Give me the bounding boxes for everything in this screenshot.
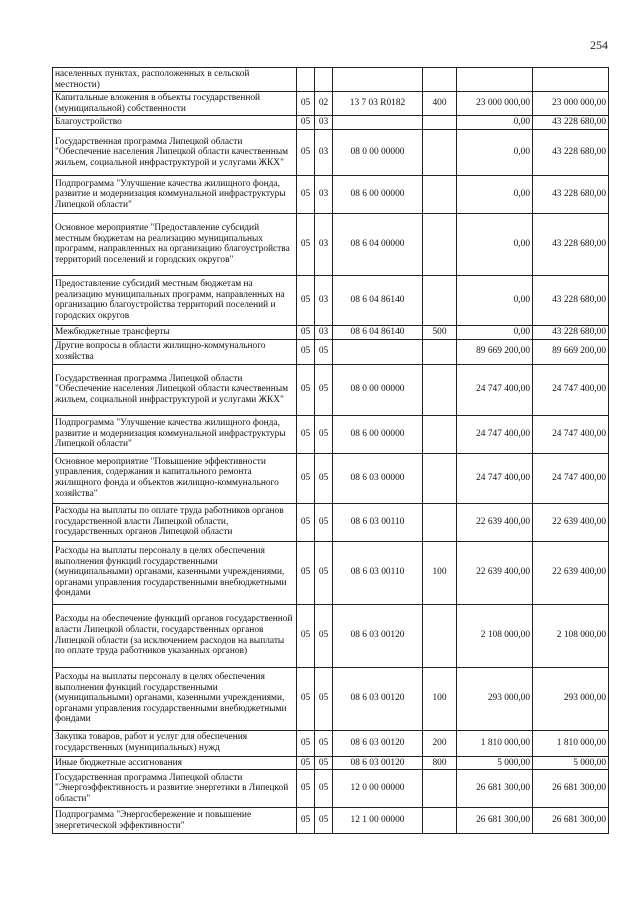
row-expense-type: 200 [423,730,457,756]
row-amount-2: 43 228 680,00 [533,129,609,175]
row-name: Межбюджетные трансферты [53,325,297,339]
row-subsection-code: 05 [315,770,333,808]
row-subsection-code: 03 [315,175,333,213]
row-section-code: 05 [297,325,315,339]
row-amount-1: 1 810 000,00 [457,730,533,756]
row-amount-1: 0,00 [457,116,533,130]
row-amount-1: 0,00 [457,275,533,325]
row-expense-type [423,339,457,364]
row-amount-1: 22 639 400,00 [457,541,533,604]
row-expense-type [423,275,457,325]
row-name: Закупка товаров, работ и услуг для обеспечения государственных (муниципальных) нужд [53,730,297,756]
row-expense-type [423,364,457,415]
page-number: 254 [590,38,608,52]
row-subsection-code: 05 [315,415,333,453]
row-subsection-code: 05 [315,339,333,364]
row-expense-type: 100 [423,667,457,730]
row-subsection-code: 05 [315,541,333,604]
row-name: Основное мероприятие "Повышение эффективности управления, содержания и капитального ремонта жилищного фонда и объектов жилищно-коммунального хозяйства" [53,453,297,503]
row-amount-2 [533,68,609,92]
row-expense-type [423,503,457,541]
row-amount-2: 24 747 400,00 [533,453,609,503]
row-name: Основное мероприятие "Предоставление субсидий местным бюджетам на реализацию муниципальных программ, направленных на организацию благоустройства территорий поселений и городских округов" [53,213,297,275]
row-amount-2: 43 228 680,00 [533,116,609,130]
row-section-code [297,68,315,92]
table-row [53,541,609,604]
row-amount-1: 24 747 400,00 [457,453,533,503]
row-subsection-code [315,68,333,92]
row-amount-2: 22 639 400,00 [533,541,609,604]
row-amount-1: 5 000,00 [457,756,533,770]
table-row [53,325,609,339]
row-name: Капитальные вложения в объекты государственной (муниципальной) собственности [53,92,297,116]
row-amount-2: 1 810 000,00 [533,730,609,756]
row-subsection-code: 03 [315,213,333,275]
row-amount-2: 43 228 680,00 [533,325,609,339]
row-section-code: 05 [297,604,315,667]
row-amount-2: 43 228 680,00 [533,275,609,325]
row-amount-2: 22 639 400,00 [533,503,609,541]
row-amount-1: 0,00 [457,129,533,175]
row-expense-type [423,808,457,834]
budget-table [52,67,609,834]
row-section-code: 05 [297,503,315,541]
row-target-article: 08 0 00 00000 [333,364,423,415]
row-section-code: 05 [297,92,315,116]
table-row [53,129,609,175]
row-target-article: 08 6 04 00000 [333,213,423,275]
row-expense-type [423,68,457,92]
table-row [53,503,609,541]
row-subsection-code: 03 [315,116,333,130]
row-amount-2: 43 228 680,00 [533,175,609,213]
row-amount-1: 0,00 [457,325,533,339]
row-section-code: 05 [297,213,315,275]
row-section-code: 05 [297,756,315,770]
table-row [53,415,609,453]
row-expense-type: 400 [423,92,457,116]
row-name: Расходы на выплаты персоналу в целях обеспечения выполнения функций государственными (муниципальными) органами, казенными учреждениями, органами управления государственными внебюджетными фондами [53,667,297,730]
row-name: Государственная программа Липецкой области "Обеспечение населения Липецкой области качественным жильем, социальной инфраструктурой и услугами ЖКХ" [53,364,297,415]
row-amount-1: 0,00 [457,175,533,213]
table-row [53,339,609,364]
row-subsection-code: 05 [315,808,333,834]
row-expense-type [423,770,457,808]
row-name: Иные бюджетные ассигнования [53,756,297,770]
row-expense-type: 100 [423,541,457,604]
row-subsection-code: 03 [315,275,333,325]
row-target-article: 08 6 03 00120 [333,756,423,770]
row-expense-type [423,213,457,275]
row-amount-1: 293 000,00 [457,667,533,730]
row-target-article [333,339,423,364]
row-name: Расходы на выплаты по оплате труда работников органов государственной власти Липецкой области, государственных органов Липецкой области [53,503,297,541]
row-subsection-code: 05 [315,604,333,667]
row-amount-2: 2 108 000,00 [533,604,609,667]
row-name: Расходы на выплаты персоналу в целях обеспечения выполнения функций государственными (муниципальными) органами, казенными учреждениями, органами управления государственными внебюджетными фондами [53,541,297,604]
row-expense-type [423,129,457,175]
table-row [53,756,609,770]
table-row [53,275,609,325]
row-section-code: 05 [297,770,315,808]
row-subsection-code: 05 [315,364,333,415]
row-target-article: 08 6 03 00110 [333,541,423,604]
row-name: Предоставление субсидий местным бюджетам на реализацию муниципальных программ, направленных на организацию благоустройства территорий поселений и городских округов [53,275,297,325]
row-amount-1: 22 639 400,00 [457,503,533,541]
row-amount-2: 26 681 300,00 [533,808,609,834]
row-amount-1: 24 747 400,00 [457,415,533,453]
row-target-article: 08 6 03 00120 [333,667,423,730]
row-amount-1: 24 747 400,00 [457,364,533,415]
row-section-code: 05 [297,364,315,415]
table-row [53,808,609,834]
row-section-code: 05 [297,116,315,130]
row-expense-type: 800 [423,756,457,770]
row-expense-type: 500 [423,325,457,339]
table-row [53,68,609,92]
row-amount-2: 5 000,00 [533,756,609,770]
row-target-article: 08 6 00 00000 [333,415,423,453]
row-section-code: 05 [297,730,315,756]
row-amount-2: 23 000 000,00 [533,92,609,116]
row-target-article [333,116,423,130]
row-section-code: 05 [297,667,315,730]
row-target-article: 08 0 00 00000 [333,129,423,175]
row-target-article: 08 6 03 00120 [333,604,423,667]
row-subsection-code: 05 [315,503,333,541]
row-section-code: 05 [297,275,315,325]
row-subsection-code: 05 [315,730,333,756]
row-target-article: 08 6 03 00120 [333,730,423,756]
table-row [53,667,609,730]
row-target-article: 08 6 04 86140 [333,275,423,325]
row-amount-2: 89 669 200,00 [533,339,609,364]
row-section-code: 05 [297,808,315,834]
row-target-article: 12 0 00 00000 [333,770,423,808]
row-name: Благоустройство [53,116,297,130]
row-amount-1 [457,68,533,92]
row-section-code: 05 [297,453,315,503]
row-amount-1: 23 000 000,00 [457,92,533,116]
table-row [53,604,609,667]
row-expense-type [423,175,457,213]
table-row [53,175,609,213]
row-expense-type [423,415,457,453]
row-name: населенных пунктах, расположенных в сельской местности) [53,68,297,92]
row-name: Государственная программа Липецкой области "Обеспечение населения Липецкой области качественным жильем, социальной инфраструктурой и услугами ЖКХ" [53,129,297,175]
row-amount-1: 89 669 200,00 [457,339,533,364]
table-row [53,364,609,415]
row-name: Подпрограмма "Улучшение качества жилищного фонда, развитие и модернизация коммунальной инфраструктуры Липецкой области" [53,175,297,213]
row-amount-1: 26 681 300,00 [457,808,533,834]
row-name: Государственная программа Липецкой области "Энергоэффективность и развитие энергетики в Липецкой области" [53,770,297,808]
row-amount-1: 26 681 300,00 [457,770,533,808]
row-expense-type [423,453,457,503]
row-expense-type [423,116,457,130]
row-target-article: 08 6 00 00000 [333,175,423,213]
row-section-code: 05 [297,129,315,175]
row-section-code: 05 [297,175,315,213]
row-section-code: 05 [297,541,315,604]
row-name: Подпрограмма "Энергосбережение и повышение энергетической эффективности" [53,808,297,834]
row-subsection-code: 03 [315,129,333,175]
row-amount-2: 43 228 680,00 [533,213,609,275]
row-target-article: 13 7 03 R0182 [333,92,423,116]
row-name: Подпрограмма "Улучшение качества жилищного фонда, развитие и модернизация коммунальной инфраструктуры Липецкой области" [53,415,297,453]
row-target-article: 12 1 00 00000 [333,808,423,834]
row-section-code: 05 [297,415,315,453]
table-row [53,770,609,808]
row-expense-type [423,604,457,667]
table-row [53,92,609,116]
row-subsection-code: 02 [315,92,333,116]
table-row [53,213,609,275]
row-subsection-code: 05 [315,453,333,503]
row-target-article: 08 6 03 00000 [333,453,423,503]
row-amount-2: 24 747 400,00 [533,364,609,415]
table-row [53,453,609,503]
row-amount-2: 26 681 300,00 [533,770,609,808]
row-section-code: 05 [297,339,315,364]
table-row [53,116,609,130]
row-amount-1: 0,00 [457,213,533,275]
table-row [53,730,609,756]
row-amount-2: 293 000,00 [533,667,609,730]
row-subsection-code: 05 [315,667,333,730]
row-name: Другие вопросы в области жилищно-коммунального хозяйства [53,339,297,364]
row-subsection-code: 05 [315,756,333,770]
row-amount-1: 2 108 000,00 [457,604,533,667]
row-name: Расходы на обеспечение функций органов государственной власти Липецкой области, государственных органов Липецкой области (за исключением расходов на выплаты по оплате труда работников указанных органов) [53,604,297,667]
row-target-article: 08 6 04 86140 [333,325,423,339]
row-subsection-code: 03 [315,325,333,339]
row-target-article [333,68,423,92]
row-target-article: 08 6 03 00110 [333,503,423,541]
row-amount-2: 24 747 400,00 [533,415,609,453]
